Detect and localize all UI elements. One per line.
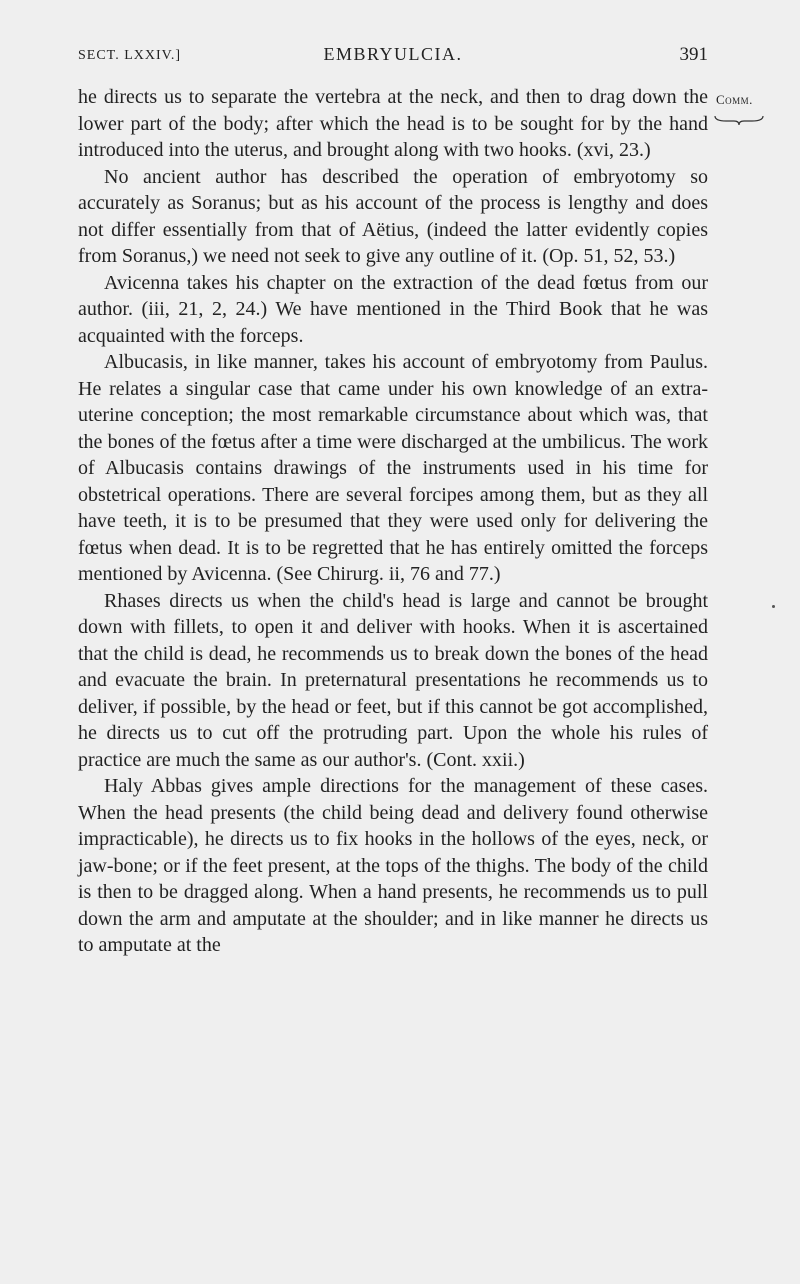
paragraph: Haly Abbas gives ample directions for the management of these cases. When the head presents (the child being dead and delivery found otherwise impracticable), he directs us to fix hooks in the hollows of the eyes, neck, or jaw-bone; or if the feet present, at the tops of the thighs. The body of the child is then to be dragged along. When a hand presents, he recommends us to pull down the arm and amputate at the shoulder; and in like manner he directs us to amputate at the: [78, 775, 708, 956]
section-label: SECT. LXXIV.]: [78, 48, 182, 63]
page-number: 391: [679, 44, 708, 65]
paragraph: No ancient author has described the operation of embryotomy so accurately as Soranus; but as his account of the process is lengthy and does not differ essentially from that of Aëtius, (indeed the latter evidently copies from Soranus,) we need not seek to give any outline of it. (Op. 51, 52, 53.): [78, 165, 708, 267]
running-header: [78, 44, 708, 68]
paragraph: Albucasis, in like manner, takes his account of embryotomy from Paulus. He relates a singular case that came under his own knowledge of an extra-uterine conception; the most remarkable circumstance about which was, that the bones of the fœtus after a time were discharged at the umbilicus. The work of Albucasis contains drawings of the instruments used in his time for obstetrical operations. There are several forcipes among them, but as they all have teeth, it is to be presumed that they were used only for delivering the fœtus when dead. It is to be regretted that he has entirely omitted the forceps mentioned by Avicenna. (See Chirurg. ii, 76 and 77.): [78, 351, 708, 585]
margin-mark: [772, 605, 775, 608]
margin-note: Comm.: [716, 92, 753, 107]
paragraph: Avicenna takes his chapter on the extraction of the dead fœtus from our author. (iii, 21, 2, 24.) We have mentioned in the Third Book that he was acquainted with the forceps.: [78, 271, 708, 347]
body-text: [78, 84, 708, 959]
paragraph: he directs us to separate the vertebra at the neck, and then to drag down the lower part of the body; after which the head is to be sought for by the hand introduced into the uterus, and brought along with two hooks. (xvi, 23.): [78, 86, 708, 161]
paragraph: Rhases directs us when the child's head is large and cannot be brought down with fillets, to open it and deliver with hooks. When it is ascertained that the child is dead, he recommends us to break down the bones of the head and evacuate the brain. In preternatural presentations he recommends us to deliver, if possible, by the head or feet, but if this cannot be got accomplished, he directs us to cut off the protruding part. Upon the whole his rules of practice are much the same as our author's. (Cont. xxii.): [78, 589, 708, 771]
margin-brace-icon: [714, 114, 764, 126]
page-title: EMBRYULCIA.: [323, 44, 463, 64]
